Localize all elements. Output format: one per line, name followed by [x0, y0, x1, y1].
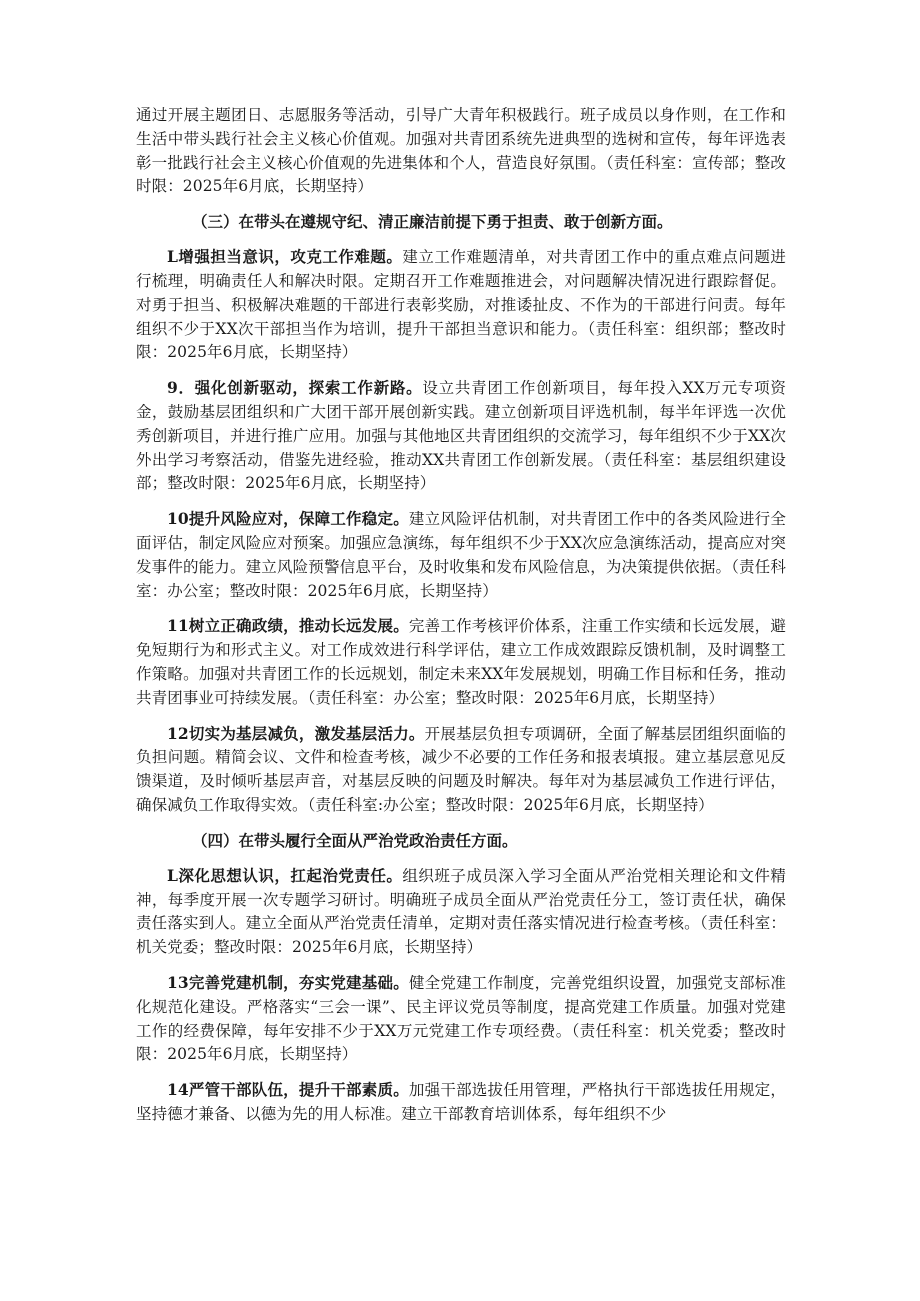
paragraph-lead: 10提升风险应对，保障工作稳定。: [167, 509, 409, 529]
paragraph-body: 设立共青团工作创新项目，每年投入XX万元专项资金，鼓励基层团组织和广大团干部开展创新实践。建立创新项目评选机制，每半年评选一次优秀创新项目，并进行推广应用。加强与其他地区共青团组织的交流学习，每年组织不少于XX次外出学习考察活动，借鉴先进经验，推动XX共青团工作创新发展。（责任科室：基层组织建设部；整改时限：2025年6月底，长期坚持）: [136, 379, 787, 493]
section-heading-3: （三）在带头在遵规守纪、清正廉洁前提下勇于担责、敢于创新方面。: [192, 212, 673, 232]
paragraph-body: 完善工作考核评价体系，注重工作实绩和长远发展，避免短期行为和形式主义。对工作成效进行科学评估，建立工作成效跟踪反馈机制，及时调整工作策略。加强对共青团工作的长远规划，制定未来XX年发展规划，明确工作目标和任务，推动共青团事业可持续发展。（责任科室：办公室；整改时限：2025年6月底，长期坚持）: [136, 617, 786, 707]
paragraph-lead: L深化思想认识，扛起治党责任。: [167, 865, 403, 885]
paragraph-item-9: [136, 376, 786, 496]
paragraph-lead: 13完善党建机制，夯实党建基础。: [167, 972, 409, 992]
paragraph-lead: 14严管干部队伍，提升干部素质。: [167, 1080, 409, 1100]
paragraph-item-10: [136, 507, 786, 603]
paragraph-item-14: [136, 1078, 786, 1127]
paragraph-item-l: [136, 864, 786, 960]
paragraph-lead: 11树立正确政绩，推动长远发展。: [167, 616, 409, 636]
paragraph-lead: L增强担当意识，攻克工作难题。: [167, 247, 403, 267]
paragraph-item-11: [136, 614, 786, 710]
paragraph-body: 开展基层负担专项调研，全面了解基层团组织面临的负担问题。精简会议、文件和检查考核，减少不必要的工作任务和报表填报。建立基层意见反馈渠道，及时倾听基层声音，对基层反映的问题及时解决。每年对为基层减负工作进行评估，确保减负工作取得实效。（责任科室:办公室；整改时限：2025年6月底，长期坚持）: [136, 724, 786, 814]
paragraph-item-8: [136, 245, 786, 365]
document-page: [136, 104, 786, 1138]
paragraph-lead: 12切实为基层减负，激发基层活力。: [167, 723, 425, 743]
paragraph-lead: 9．强化创新驱动，探索工作新路。: [167, 378, 423, 398]
paragraph-body: 健全党建工作制度，完善党组织设置，加强党支部标准化规范化建设。严格落实“三会一课”、民主评议党员等制度，提高党建工作质量。加强对党建工作的经费保障，每年安排不少于XX万元党建工作专项经费。（责任科室：机关党委；整改时限：2025年6月底，长期坚持）: [136, 973, 786, 1064]
section-heading-4: （四）在带头履行全面从严治党政治责任方面。: [192, 830, 518, 850]
paragraph-body: 建立风险评估机制，对共青团工作中的各类风险进行全面评估，制定风险应对预案。加强应急演练，每年组织不少于XX次应急演练活动，提高应对突发事件的能力。建立风险预警信息平台，及时收集和发布风险信息，为决策提供依据。（责任科室：办公室；整改时限：2025年6月底，长期坚持）: [136, 510, 786, 600]
paragraph-item-12: [136, 722, 786, 818]
paragraph-body: 通过开展主题团日、志愿服务等活动，引导广大青年积极践行。班子成员以身作则，在工作和生活中带头践行社会主义核心价值观。加强对共青团系统先进典型的选树和宣传，每年评选表彰一批践行社会主义核心价值观的先进集体和个人，营造良好氛围。（责任科室：宣传部；整改时限：2025年6月底，长期坚持）: [136, 106, 786, 196]
paragraph-body: 建立工作难题清单，对共青团工作中的重点难点问题进行梳理，明确责任人和解决时限。定期召开工作难题推进会，对问题解决情况进行跟踪督促。对勇于担当、积极解决难题的干部进行表彰奖励，对推诿扯皮、不作为的干部进行问责。每年组织不少于XX次干部担当作为培训，提升干部担当意识和能力。（责任科室：组织部；整改时限：2025年6月底，长期坚持）: [136, 248, 787, 362]
paragraph-item-13: [136, 971, 786, 1067]
paragraph-continued: [136, 104, 786, 199]
paragraph-body: 组织班子成员深入学习全面从严治党相关理论和文件精神，每季度开展一次专题学习研讨。明确班子成员全面从严治党责任分工，签订责任状，确保责任落实到人。建立全面从严治党责任清单，定期对责任落实情况进行检查考核。（责任科室：机关党委；整改时限：2025年6月底，长期坚持）: [136, 866, 787, 957]
paragraph-body: 加强干部选拔任用管理，严格执行干部选拔任用规定，坚持德才兼备、以德为先的用人标准。建立干部教育培训体系，每年组织不少: [136, 1081, 786, 1123]
